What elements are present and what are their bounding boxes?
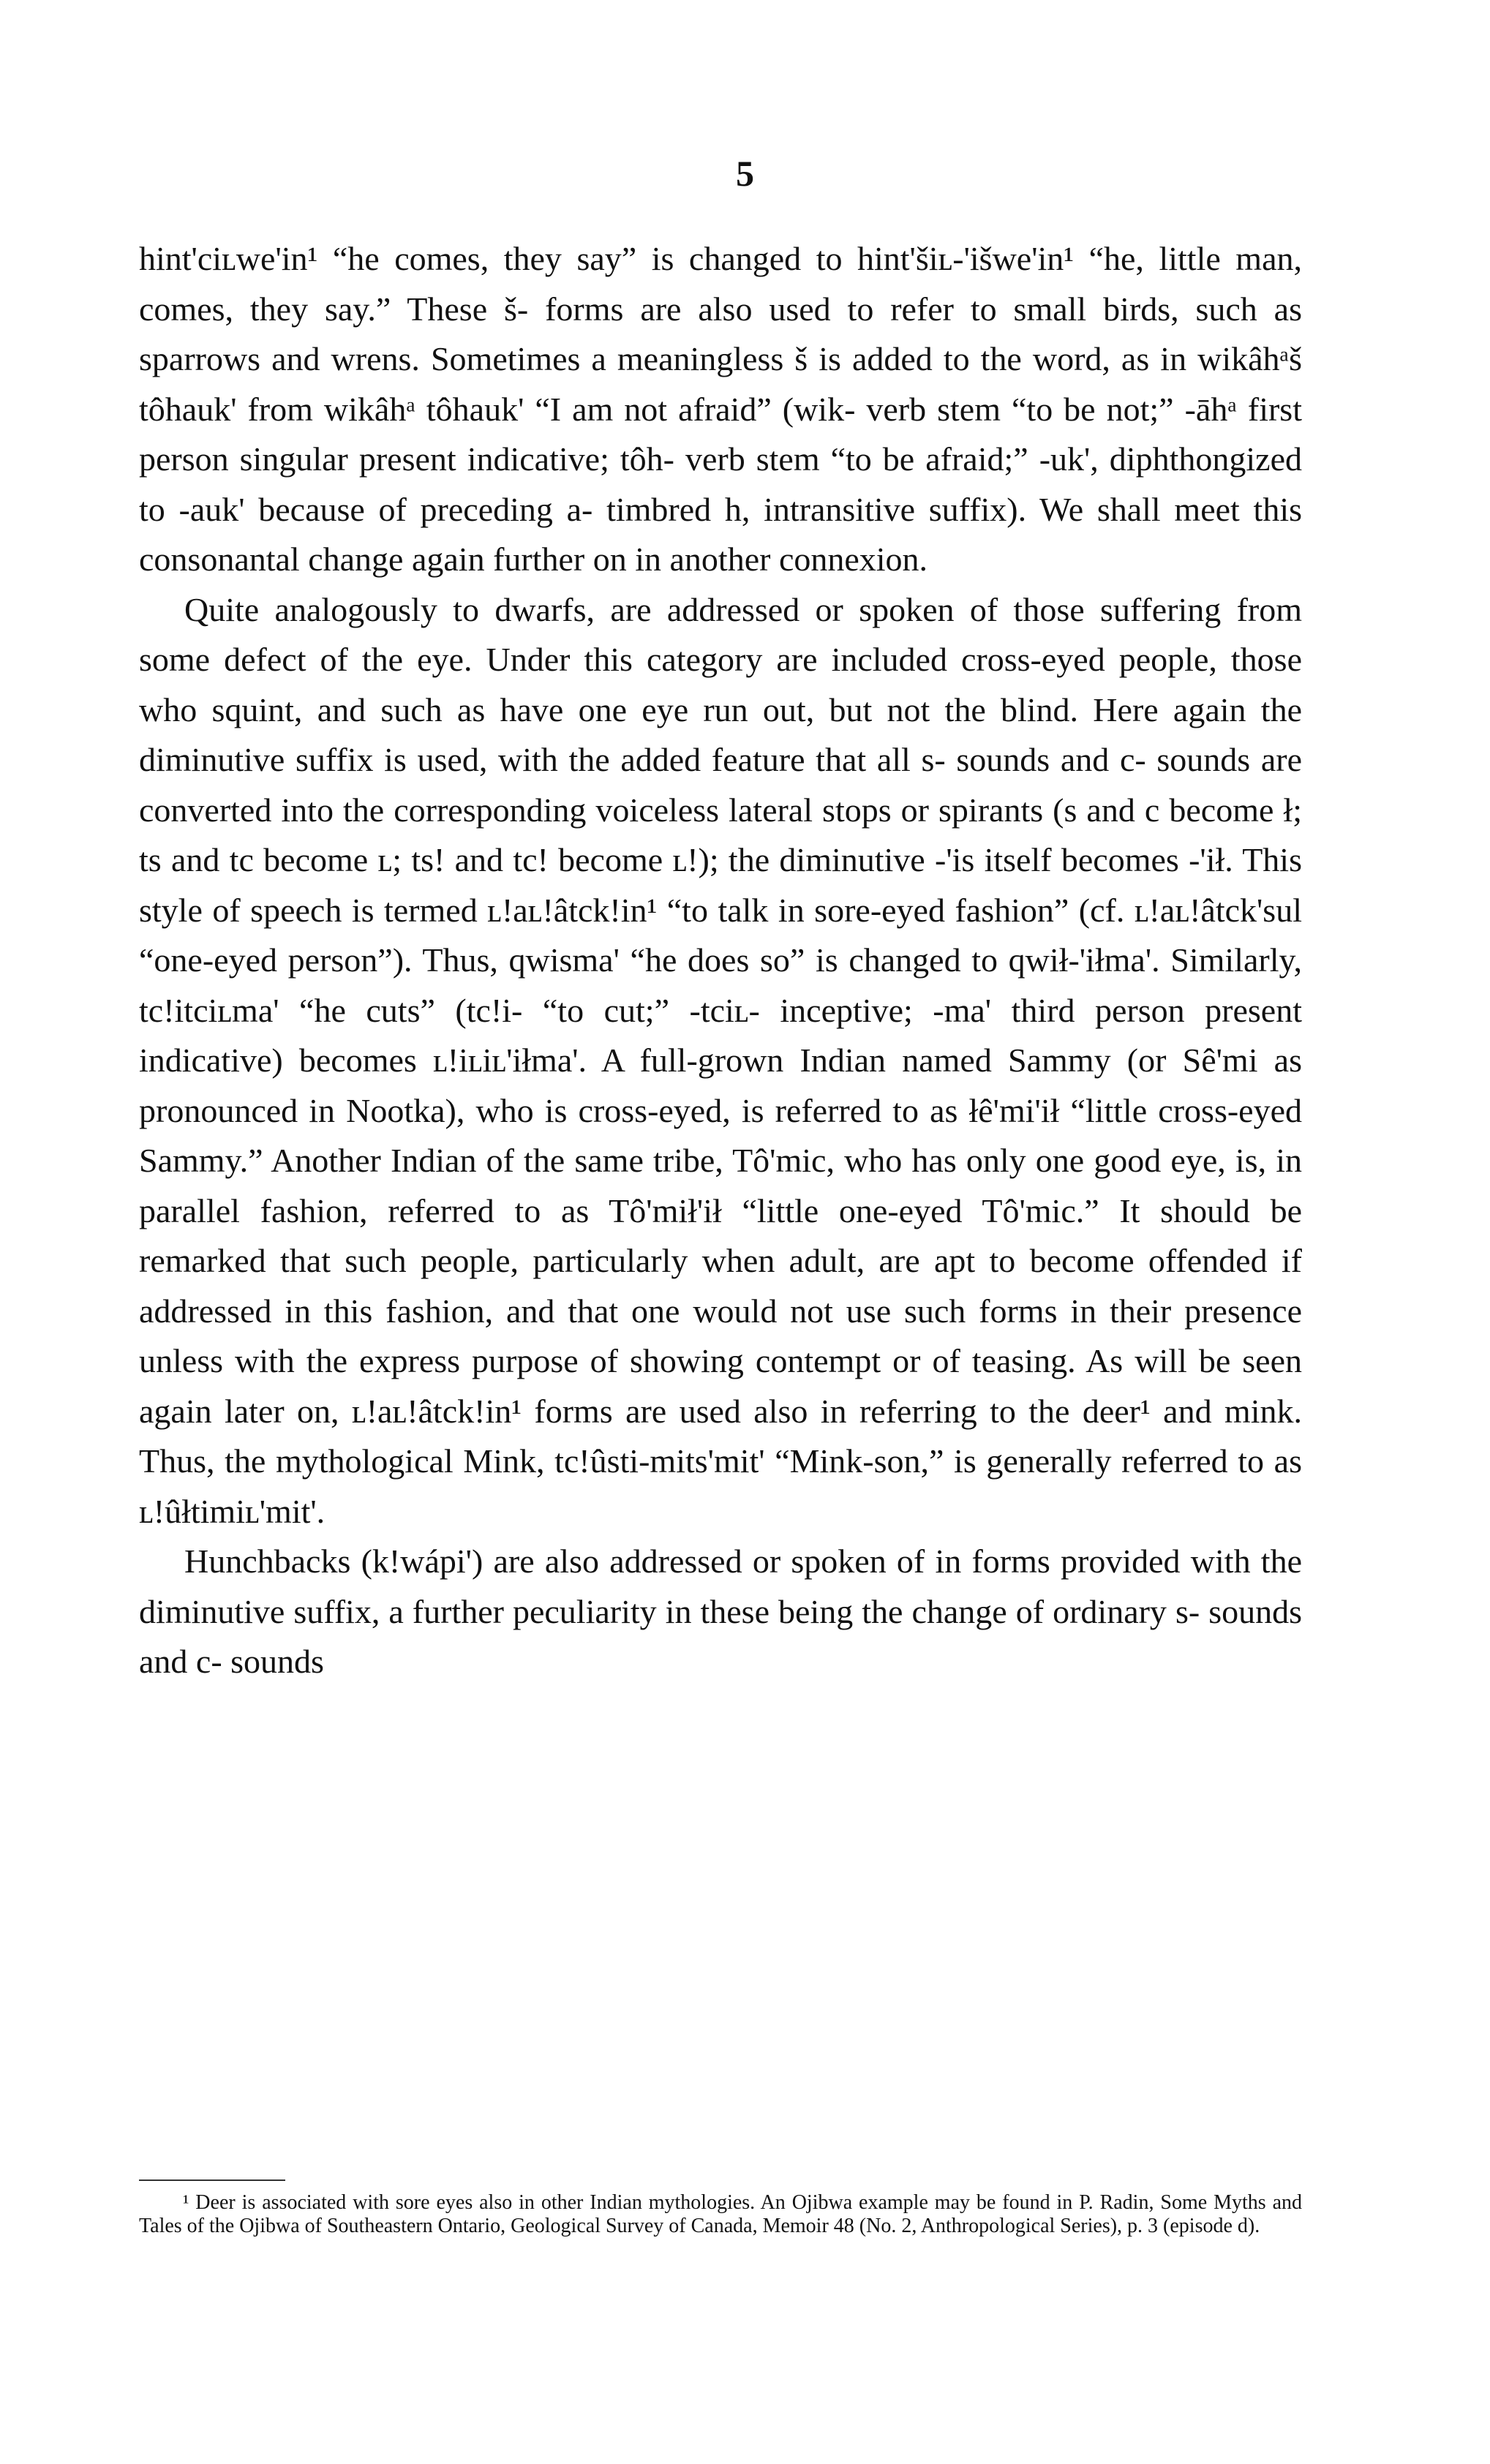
paragraph-2: Quite analogously to dwarfs, are addressed or spoken of those suffering from some defect of the eye. Under this category are included cross-eyed people, those who squint, and such as have one eye run out, but not the blind. Here again the diminutive suffix is used, with the added feature that all s- sounds and c- sounds are converted into the corresponding voiceless lateral stops or spirants (s and c become ł; ts and tc become ʟ; ts! and tc! become ʟ!); the diminutive -'is itself becomes -'ił. This style of speech is termed ʟ!aʟ!âtck!in¹ “to talk in sore-eyed fashion” (cf. ʟ!aʟ!âtck'sul “one-eyed person”). Thus, qwisma' “he does so” is changed to qwił-'iłma'. Similarly, tc!itciʟma' “he cuts” (tc!i- “to cut;” -tciʟ- inceptive; -ma' third person present indicative) becomes ʟ!iʟiʟ'iłma'. A full-grown Indian named Sammy (or Sê'mi as pronounced in Nootka), who is cross-eyed, is referred to as łê'mi'ił “little cross-eyed Sammy.” Another Indian of the same tribe, Tô'mic, who has only one good eye, is, in parallel fashion, referred to as Tô'mił'ił “little one-eyed Tô'mic.” It should be remarked that such people, particularly when adult, are apt to become offended if addressed in this fashion, and that one would not use such forms in their presence unless with the express purpose of showing contempt or of teasing. As will be seen again later on, ʟ!aʟ!âtck!in¹ forms are used also in referring to the deer¹ and mink. Thus, the mythological Mink, tc!ûsti-mits'mit' “Mink-son,” is generally referred to as ʟ!ûłtimiʟ'mit'. (139, 590, 1302, 1530)
paragraph-3: Hunchbacks (k!wápi') are also addressed or spoken of in forms provided with the diminutive suffix, a further peculiarity in these being the change of ordinary s- sounds and c- sounds (139, 1542, 1302, 1680)
footnote-divider (139, 2179, 285, 2181)
body-text (139, 234, 1302, 1687)
footnote: ¹ Deer is associated with sore eyes also in other Indian mythologies. An Ojibwa example may be found in P. Radin, Some Myths and Tales of the Ojibwa of Southeastern Ontario, Geological Survey of Canada, Memoir 48 (No. 2, Anthropological Series), p. 3 (episode d). (139, 2191, 1302, 2237)
paragraph-1: hint'ciʟwe'in¹ “he comes, they say” is changed to hint'šiʟ-'išwe'in¹ “he, little man, comes, they say.” These š- forms are also used to refer to small birds, such as sparrows and wrens. Sometimes a meaningless š is added to the word, as in wikâhᵃš tôhauk' from wikâhᵃ tôhauk' “I am not afraid” (wik- verb stem “to be not;” -āhᵃ first person singular present indicative; tôh- verb stem “to be afraid;” -uk', diphthongized to -auk' because of preceding a- timbred h, intransitive suffix). We shall meet this consonantal change again further on in another connexion. (139, 240, 1302, 578)
page-number: 5 (736, 153, 754, 194)
